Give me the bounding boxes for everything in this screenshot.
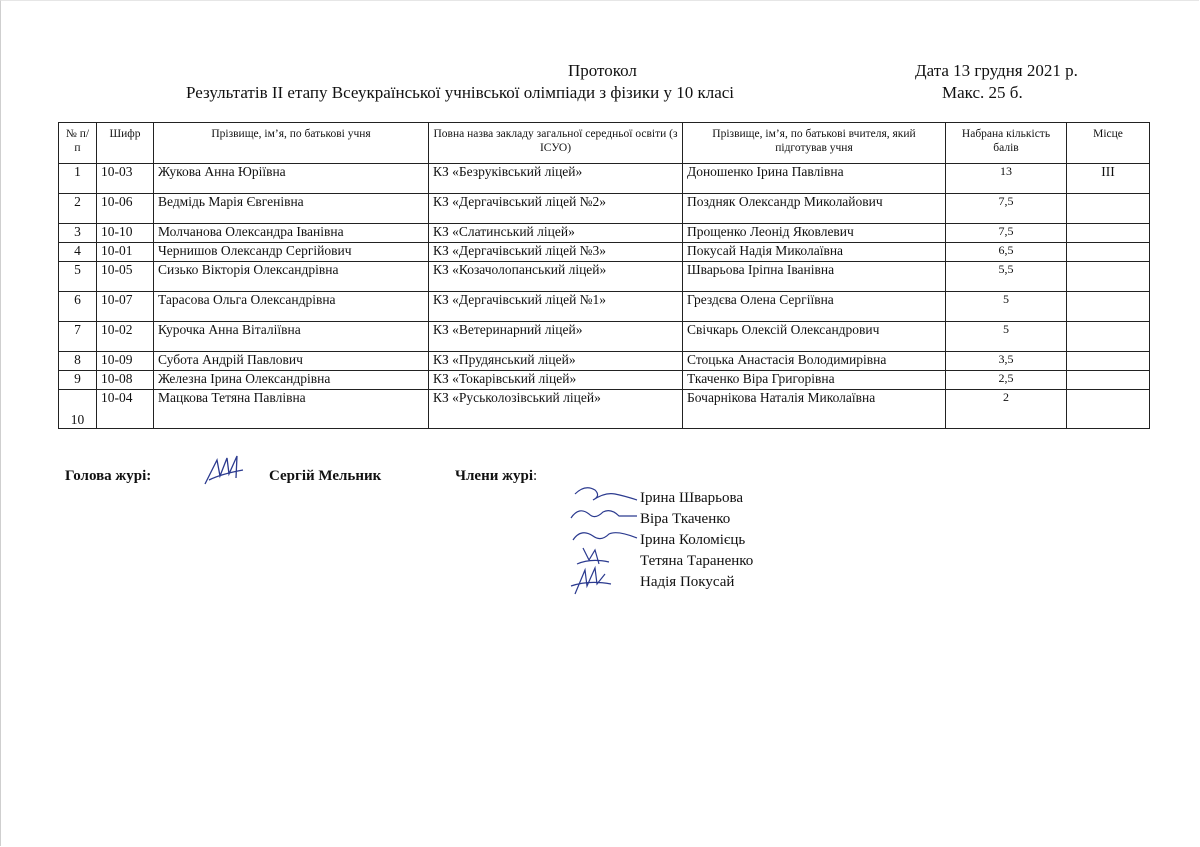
cell-school: КЗ «Токарівський ліцей» [429, 371, 683, 390]
jury-member: Надія Покусай [640, 574, 735, 590]
column-header-score: Набрана кількість балів [946, 123, 1067, 164]
cell-place [1067, 390, 1150, 429]
column-header-student: Прізвище, ім’я, по батькові учня [154, 123, 429, 164]
jury-members-label-text: Члени журі [455, 468, 534, 484]
cell-school: КЗ «Козачолопанський ліцей» [429, 262, 683, 292]
table-row [59, 194, 1150, 224]
cell-student: Тарасова Ольга Олександрівна [154, 292, 429, 322]
cell-code: 10-08 [97, 371, 154, 390]
cell-num: 5 [59, 262, 97, 292]
table-row [59, 371, 1150, 390]
cell-score: 5 [946, 322, 1067, 352]
column-header-num: № п/п [59, 123, 97, 164]
table-row [59, 262, 1150, 292]
column-header-school: Повна назва закладу загальної середньої освіти (з ІСУО) [429, 123, 683, 164]
table-row [59, 243, 1150, 262]
cell-score: 7,5 [946, 224, 1067, 243]
cell-place [1067, 322, 1150, 352]
cell-code: 10-07 [97, 292, 154, 322]
jury-head-label: Голова журі: [65, 468, 152, 484]
column-header-teacher: Прізвище, ім’я, по батькові вчителя, який підготував учня [683, 123, 946, 164]
cell-code: 10-02 [97, 322, 154, 352]
jury-member: Ірина Шварьова [640, 490, 744, 506]
cell-teacher: Доношенко Ірина Павлівна [683, 164, 946, 194]
cell-num: 8 [59, 352, 97, 371]
table-row [59, 224, 1150, 243]
cell-teacher: Стоцька Анастасія Володимирівна [683, 352, 946, 371]
cell-code: 10-09 [97, 352, 154, 371]
cell-code: 10-10 [97, 224, 154, 243]
table-row [59, 352, 1150, 371]
cell-teacher: Ткаченко Віра Григорівна [683, 371, 946, 390]
cell-score: 2 [946, 390, 1067, 429]
head-signature-icon [203, 454, 251, 488]
results-table [58, 122, 1150, 429]
cell-place [1067, 352, 1150, 371]
cell-num: 4 [59, 243, 97, 262]
cell-student: Железна Ірина Олександрівна [154, 371, 429, 390]
cell-score: 3,5 [946, 352, 1067, 371]
cell-teacher: Покусай Надія Миколаївна [683, 243, 946, 262]
table-row [59, 164, 1150, 194]
cell-student: Мацкова Тетяна Павлівна [154, 390, 429, 429]
document-date: Дата 13 грудня 2021 р. [915, 61, 1078, 80]
cell-score: 5,5 [946, 262, 1067, 292]
cell-place [1067, 224, 1150, 243]
cell-student: Курочка Анна Віталіївна [154, 322, 429, 352]
cell-teacher: Поздняк Олександр Миколайович [683, 194, 946, 224]
cell-num: 2 [59, 194, 97, 224]
cell-num: 9 [59, 371, 97, 390]
cell-school: КЗ «Руськолозівський ліцей» [429, 390, 683, 429]
cell-code: 10-05 [97, 262, 154, 292]
cell-score: 7,5 [946, 194, 1067, 224]
table-header-row [59, 123, 1150, 164]
cell-code: 10-06 [97, 194, 154, 224]
cell-place [1067, 292, 1150, 322]
jury-member: Віра Ткаченко [640, 511, 731, 527]
cell-code: 10-03 [97, 164, 154, 194]
cell-score: 13 [946, 164, 1067, 194]
max-score: Макс. 25 б. [942, 83, 1023, 102]
cell-score: 6,5 [946, 243, 1067, 262]
table-row [59, 292, 1150, 322]
jury-member: Ірина Коломієць [640, 532, 746, 548]
cell-school: КЗ «Ветеринарний ліцей» [429, 322, 683, 352]
cell-student: Ведмідь Марія Євгенівна [154, 194, 429, 224]
table-row [59, 390, 1150, 429]
document-subtitle: Результатів II етапу Всеукраїнської учнівської олімпіади з фізики у 10 класі [186, 83, 735, 102]
cell-num: 7 [59, 322, 97, 352]
cell-teacher: Шварьова Іріпна Іванівна [683, 262, 946, 292]
jury-head-name: Сергій Мельник [269, 468, 382, 484]
cell-num: 6 [59, 292, 97, 322]
cell-code: 10-01 [97, 243, 154, 262]
cell-teacher: Бочарнікова Наталія Миколаївна [683, 390, 946, 429]
cell-school: КЗ «Слатинський ліцей» [429, 224, 683, 243]
cell-num: 10 [59, 390, 97, 429]
column-header-place: Місце [1067, 123, 1150, 164]
cell-num: 3 [59, 224, 97, 243]
jury-member: Тетяна Тараненко [640, 553, 754, 569]
cell-num: 1 [59, 164, 97, 194]
cell-student: Жукова Анна Юріївна [154, 164, 429, 194]
cell-score: 5 [946, 292, 1067, 322]
cell-place: III [1067, 164, 1150, 194]
cell-place [1067, 371, 1150, 390]
jury-members-colon: : [533, 468, 538, 484]
cell-teacher: Грездєва Олена Сергіївна [683, 292, 946, 322]
cell-school: КЗ «Прудянський ліцей» [429, 352, 683, 371]
cell-student: Сизько Вікторія Олександрівна [154, 262, 429, 292]
cell-school: КЗ «Дергачівський ліцей №3» [429, 243, 683, 262]
document-title: Протокол [568, 61, 637, 80]
cell-student: Чернишов Олександр Сергійович [154, 243, 429, 262]
cell-teacher: Прощенко Леонід Яковлевич [683, 224, 946, 243]
cell-place [1067, 243, 1150, 262]
cell-school: КЗ «Дергачівський ліцей №2» [429, 194, 683, 224]
column-header-code: Шифр [97, 123, 154, 164]
cell-teacher: Свічкарь Олексій Олександрович [683, 322, 946, 352]
cell-student: Субота Андрій Павлович [154, 352, 429, 371]
members-signatures-icon [565, 482, 643, 600]
cell-place [1067, 194, 1150, 224]
jury-members-label [455, 468, 537, 485]
jury-members-list [640, 488, 753, 593]
cell-school: КЗ «Безруківський ліцей» [429, 164, 683, 194]
cell-score: 2,5 [946, 371, 1067, 390]
cell-place [1067, 262, 1150, 292]
cell-code: 10-04 [97, 390, 154, 429]
table-row [59, 322, 1150, 352]
cell-school: КЗ «Дергачівський ліцей №1» [429, 292, 683, 322]
cell-student: Молчанова Олександра Іванівна [154, 224, 429, 243]
